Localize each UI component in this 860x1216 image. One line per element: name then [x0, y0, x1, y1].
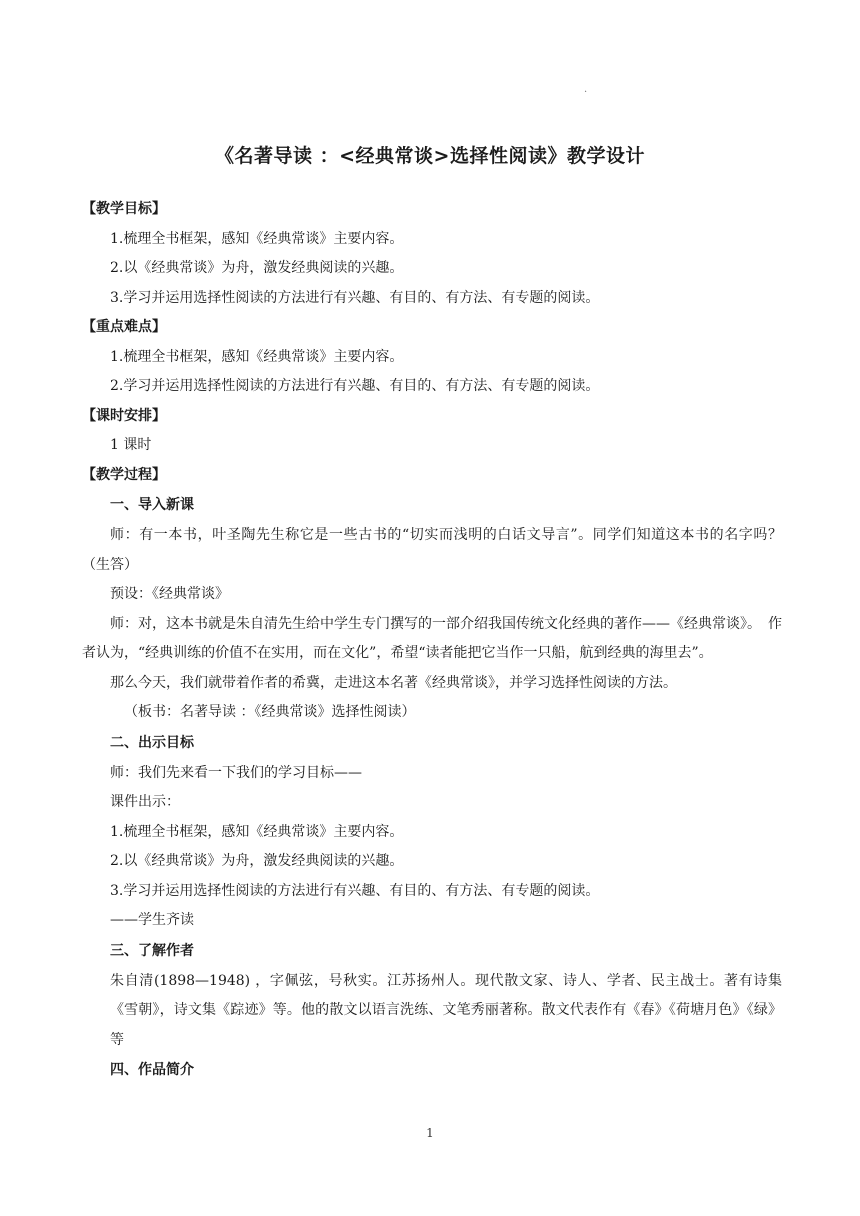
goal-item: 2.以《经典常谈》为舟，激发经典阅读的兴趣。: [110, 853, 404, 869]
objective-item: 2.以《经典常谈》为舟，激发经典阅读的兴趣。: [110, 260, 404, 276]
section-title-goals: 二、出示目标: [110, 734, 194, 751]
document-body: [82, 195, 782, 1086]
paragraph: 师：有一本书，叶圣陶先生称它是一些古书的“切实而浅明的白话文导言”。同学们知道这本书的名字吗？（生答）: [82, 527, 782, 573]
paragraph: 师：对，这本书就是朱自清先生给中学生专门撰写的一部介绍我国传统文化经典的著作——《经典常谈》。 作者认为，“经典训练的价值不在实用，而在文化”，希望“读者能把它当作一只船，航到经典的海里去”。: [82, 615, 782, 661]
goal-item: 1.梳理全书框架，感知《经典常谈》主要内容。: [110, 823, 404, 840]
key-points-heading: 【重点难点】: [82, 319, 166, 335]
schedule-value: 1 课时: [110, 437, 152, 453]
process-heading: 【教学过程】: [82, 466, 166, 483]
objective-item: 3.学习并运用选择性阅读的方法进行有兴趣、有目的、有方法、有专题的阅读。: [110, 289, 600, 306]
author-paragraph: 朱自清(1898—1948) ，字佩弦，号秋实。江苏扬州人。现代散文家、诗人、学者、民主战士。著有诗集《雪朝》，诗文集《踪迹》等。他的散文以语言洗练、文笔秀丽著称。散文代表作有《春》《荷塘月色》《绿》等: [110, 972, 782, 1048]
objective-item: 1.梳理全书框架，感知《经典常谈》主要内容。: [110, 230, 404, 247]
paragraph: 那么今天，我们就带着作者的希冀，走进这本名著《经典常谈》，并学习选择性阅读的方法。: [110, 674, 677, 691]
key-point-item: 1.梳理全书框架，感知《经典常谈》主要内容。: [110, 348, 404, 365]
section-title-work: 四、作品简介: [110, 1062, 194, 1078]
page-number: 1: [426, 1126, 434, 1140]
objectives-heading: 【教学目标】: [82, 201, 166, 217]
paragraph: 预设：《经典常谈》: [110, 586, 229, 602]
section-title-intro: 一、导入新课: [110, 497, 194, 513]
paragraph: 课件出示：: [110, 794, 180, 810]
schedule-heading: 【课时安排】: [82, 407, 166, 424]
key-point-item: 2.学习并运用选择性阅读的方法进行有兴趣、有目的、有方法、有专题的阅读。: [110, 378, 600, 394]
board-note: （板书：名著导读 ：《经典常谈》选择性阅读）: [124, 704, 416, 720]
paragraph: 师：我们先来看一下我们的学习目标——: [110, 764, 362, 781]
header-mark: .: [584, 84, 588, 95]
document-title: 《名著导读 ：<经典常谈>选择性阅读》教学设计: [215, 145, 645, 167]
goal-item: 3.学习并运用选择性阅读的方法进行有兴趣、有目的、有方法、有专题的阅读。: [110, 882, 600, 899]
paragraph: ——学生齐读: [110, 912, 194, 928]
section-title-author: 三、了解作者: [110, 942, 194, 959]
